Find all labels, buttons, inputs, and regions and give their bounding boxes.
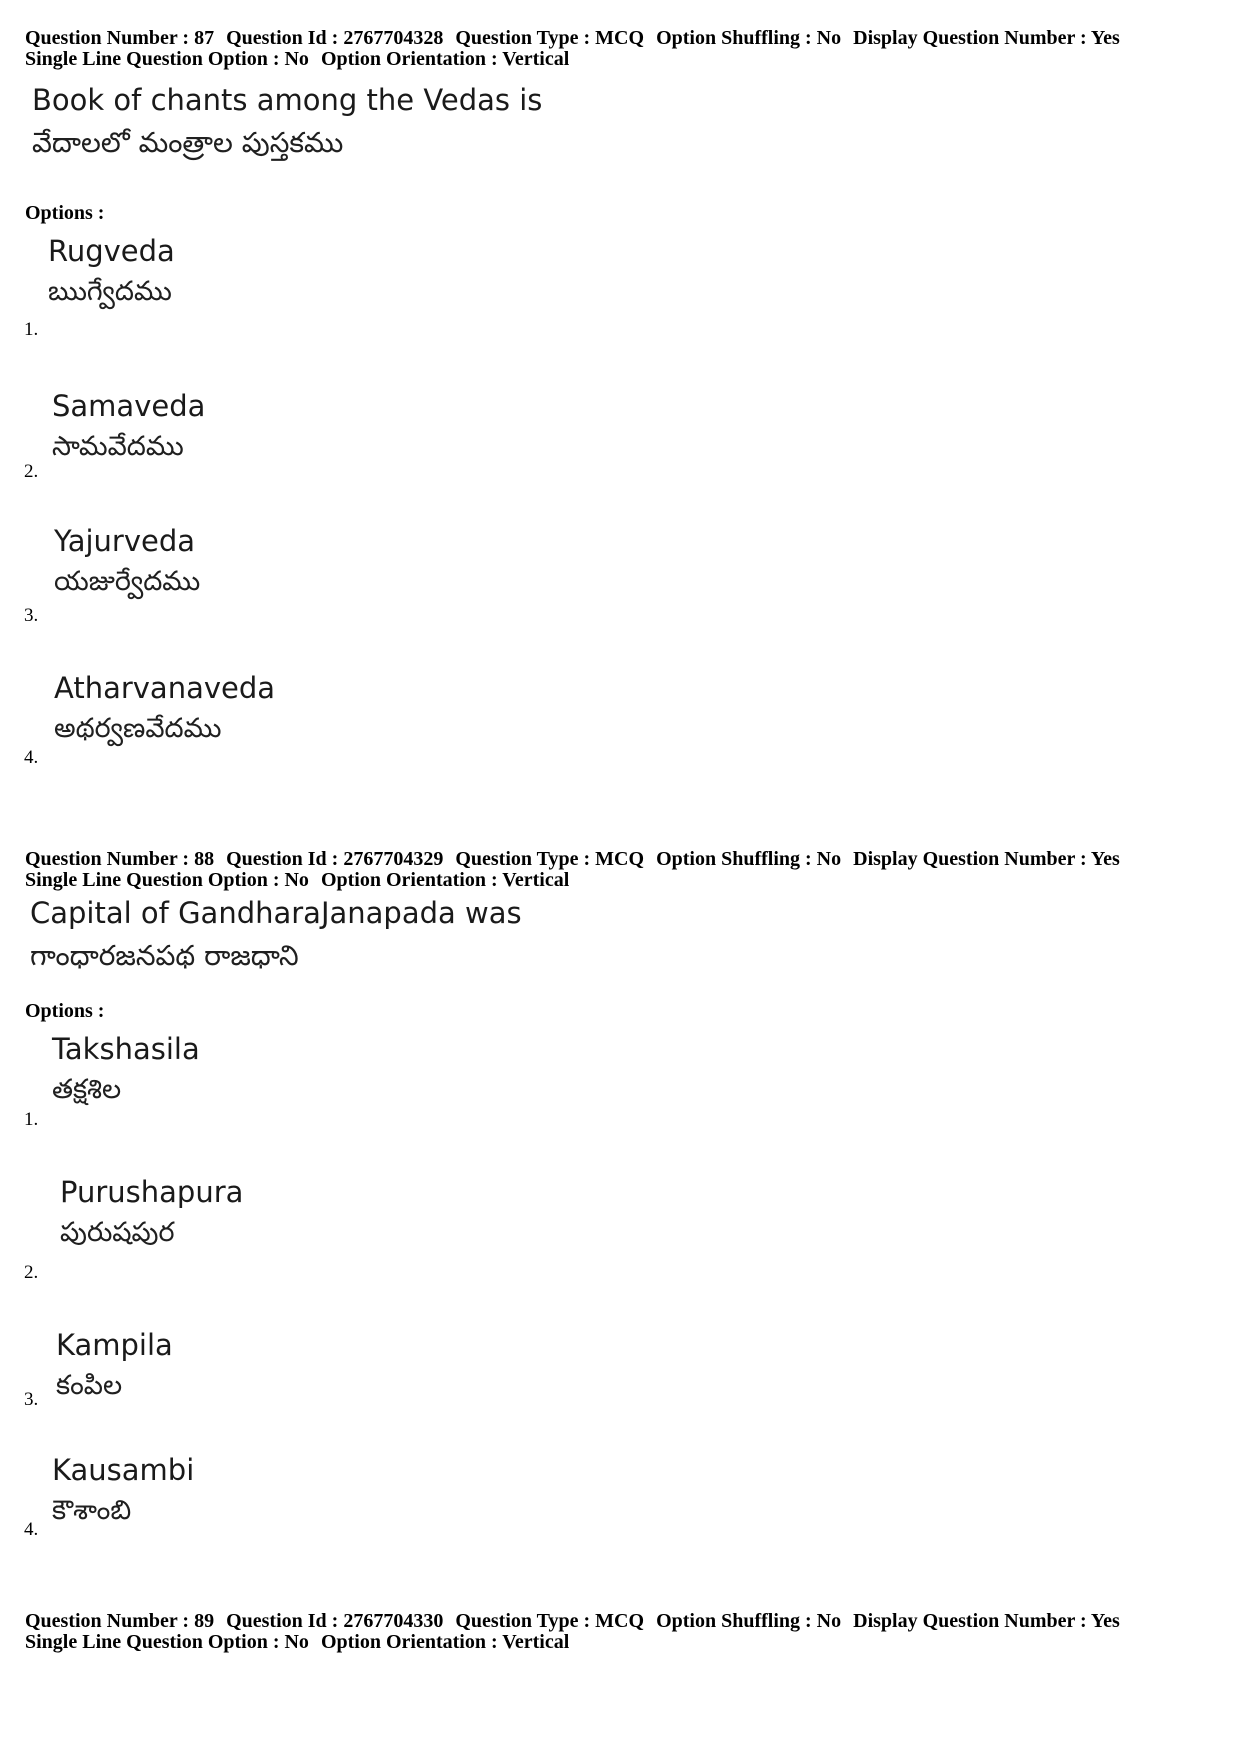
option-text-te: సామవేదము [52, 431, 184, 462]
option-text-te: కంపిల [56, 1370, 123, 1401]
question-meta-line2 [25, 1632, 1132, 1653]
option-text-en: Takshasila [52, 1032, 200, 1066]
question-meta [25, 1611, 1132, 1653]
question-id: Question Id : 2767704330 [226, 1610, 444, 1632]
option-text-te: పురుషపుర [60, 1217, 175, 1248]
question-text [30, 893, 522, 976]
question-text-te: గాంధారజనపథ రాజధాని [30, 939, 299, 972]
question-id: Question Id : 2767704328 [226, 27, 444, 49]
display-question-number: Display Question Number : Yes [853, 27, 1120, 49]
question-meta-line1 [25, 849, 1132, 870]
question-number: Question Number : 87 [25, 27, 215, 49]
option-2[interactable] [52, 386, 205, 468]
question-number: Question Number : 89 [25, 1610, 215, 1632]
options-label: Options : [25, 202, 105, 224]
option-shuffling: Option Shuffling : No [656, 848, 842, 870]
question-text-te: వేదాలలో మంత్రాల పుస్తకము [32, 126, 344, 159]
question-type: Question Type : MCQ [455, 848, 645, 870]
option-text-en: Samaveda [52, 389, 206, 423]
option-number: 3. [24, 605, 39, 626]
single-line-question-option: Single Line Question Option : No [25, 48, 309, 70]
option-number: 3. [24, 1389, 39, 1410]
option-orientation: Option Orientation : Vertical [320, 48, 570, 70]
option-orientation: Option Orientation : Vertical [320, 1631, 570, 1653]
question-text-en: Book of chants among the Vedas is [32, 83, 543, 117]
option-shuffling: Option Shuffling : No [656, 1610, 842, 1632]
option-4[interactable] [54, 668, 275, 750]
option-orientation: Option Orientation : Vertical [320, 869, 570, 891]
single-line-question-option: Single Line Question Option : No [25, 869, 309, 891]
option-number: 4. [24, 1519, 39, 1540]
display-question-number: Display Question Number : Yes [853, 1610, 1120, 1632]
option-3[interactable] [56, 1325, 173, 1407]
question-meta-line1 [25, 28, 1132, 49]
option-text-te: యజుర్వేదము [54, 566, 201, 597]
options-label: Options : [25, 1000, 105, 1022]
option-shuffling: Option Shuffling : No [656, 27, 842, 49]
option-text-te: ఋగ్వేదము [48, 276, 172, 307]
question-meta-line2 [25, 870, 1132, 891]
option-2[interactable] [60, 1172, 243, 1254]
question-meta-line1 [25, 1611, 1132, 1632]
option-text-te: అథర్వణవేదము [54, 713, 222, 744]
question-meta [25, 849, 1132, 891]
option-text-en: Yajurveda [54, 524, 196, 558]
question-text-en: Capital of GandharaJanapada was [30, 896, 522, 930]
option-text-te: కౌశాంబి [52, 1495, 132, 1526]
option-text-te: తక్షశిల [52, 1074, 122, 1105]
question-meta-line2 [25, 49, 1132, 70]
question-type: Question Type : MCQ [455, 1610, 645, 1632]
option-4[interactable] [52, 1450, 194, 1532]
option-text-en: Purushapura [60, 1175, 244, 1209]
option-text-en: Atharvanaveda [54, 671, 276, 705]
option-1[interactable] [52, 1029, 200, 1111]
question-text [32, 80, 542, 163]
option-number: 1. [24, 319, 39, 340]
option-number: 2. [24, 1262, 39, 1283]
option-number: 2. [24, 461, 39, 482]
option-text-en: Kausambi [52, 1453, 195, 1487]
option-1[interactable] [48, 231, 175, 313]
option-number: 1. [24, 1109, 39, 1130]
question-number: Question Number : 88 [25, 848, 215, 870]
question-type: Question Type : MCQ [455, 27, 645, 49]
single-line-question-option: Single Line Question Option : No [25, 1631, 309, 1653]
option-text-en: Rugveda [48, 234, 175, 268]
option-3[interactable] [54, 521, 200, 603]
question-id: Question Id : 2767704329 [226, 848, 444, 870]
display-question-number: Display Question Number : Yes [853, 848, 1120, 870]
question-meta [25, 28, 1132, 70]
option-number: 4. [24, 747, 39, 768]
option-text-en: Kampila [56, 1328, 173, 1362]
